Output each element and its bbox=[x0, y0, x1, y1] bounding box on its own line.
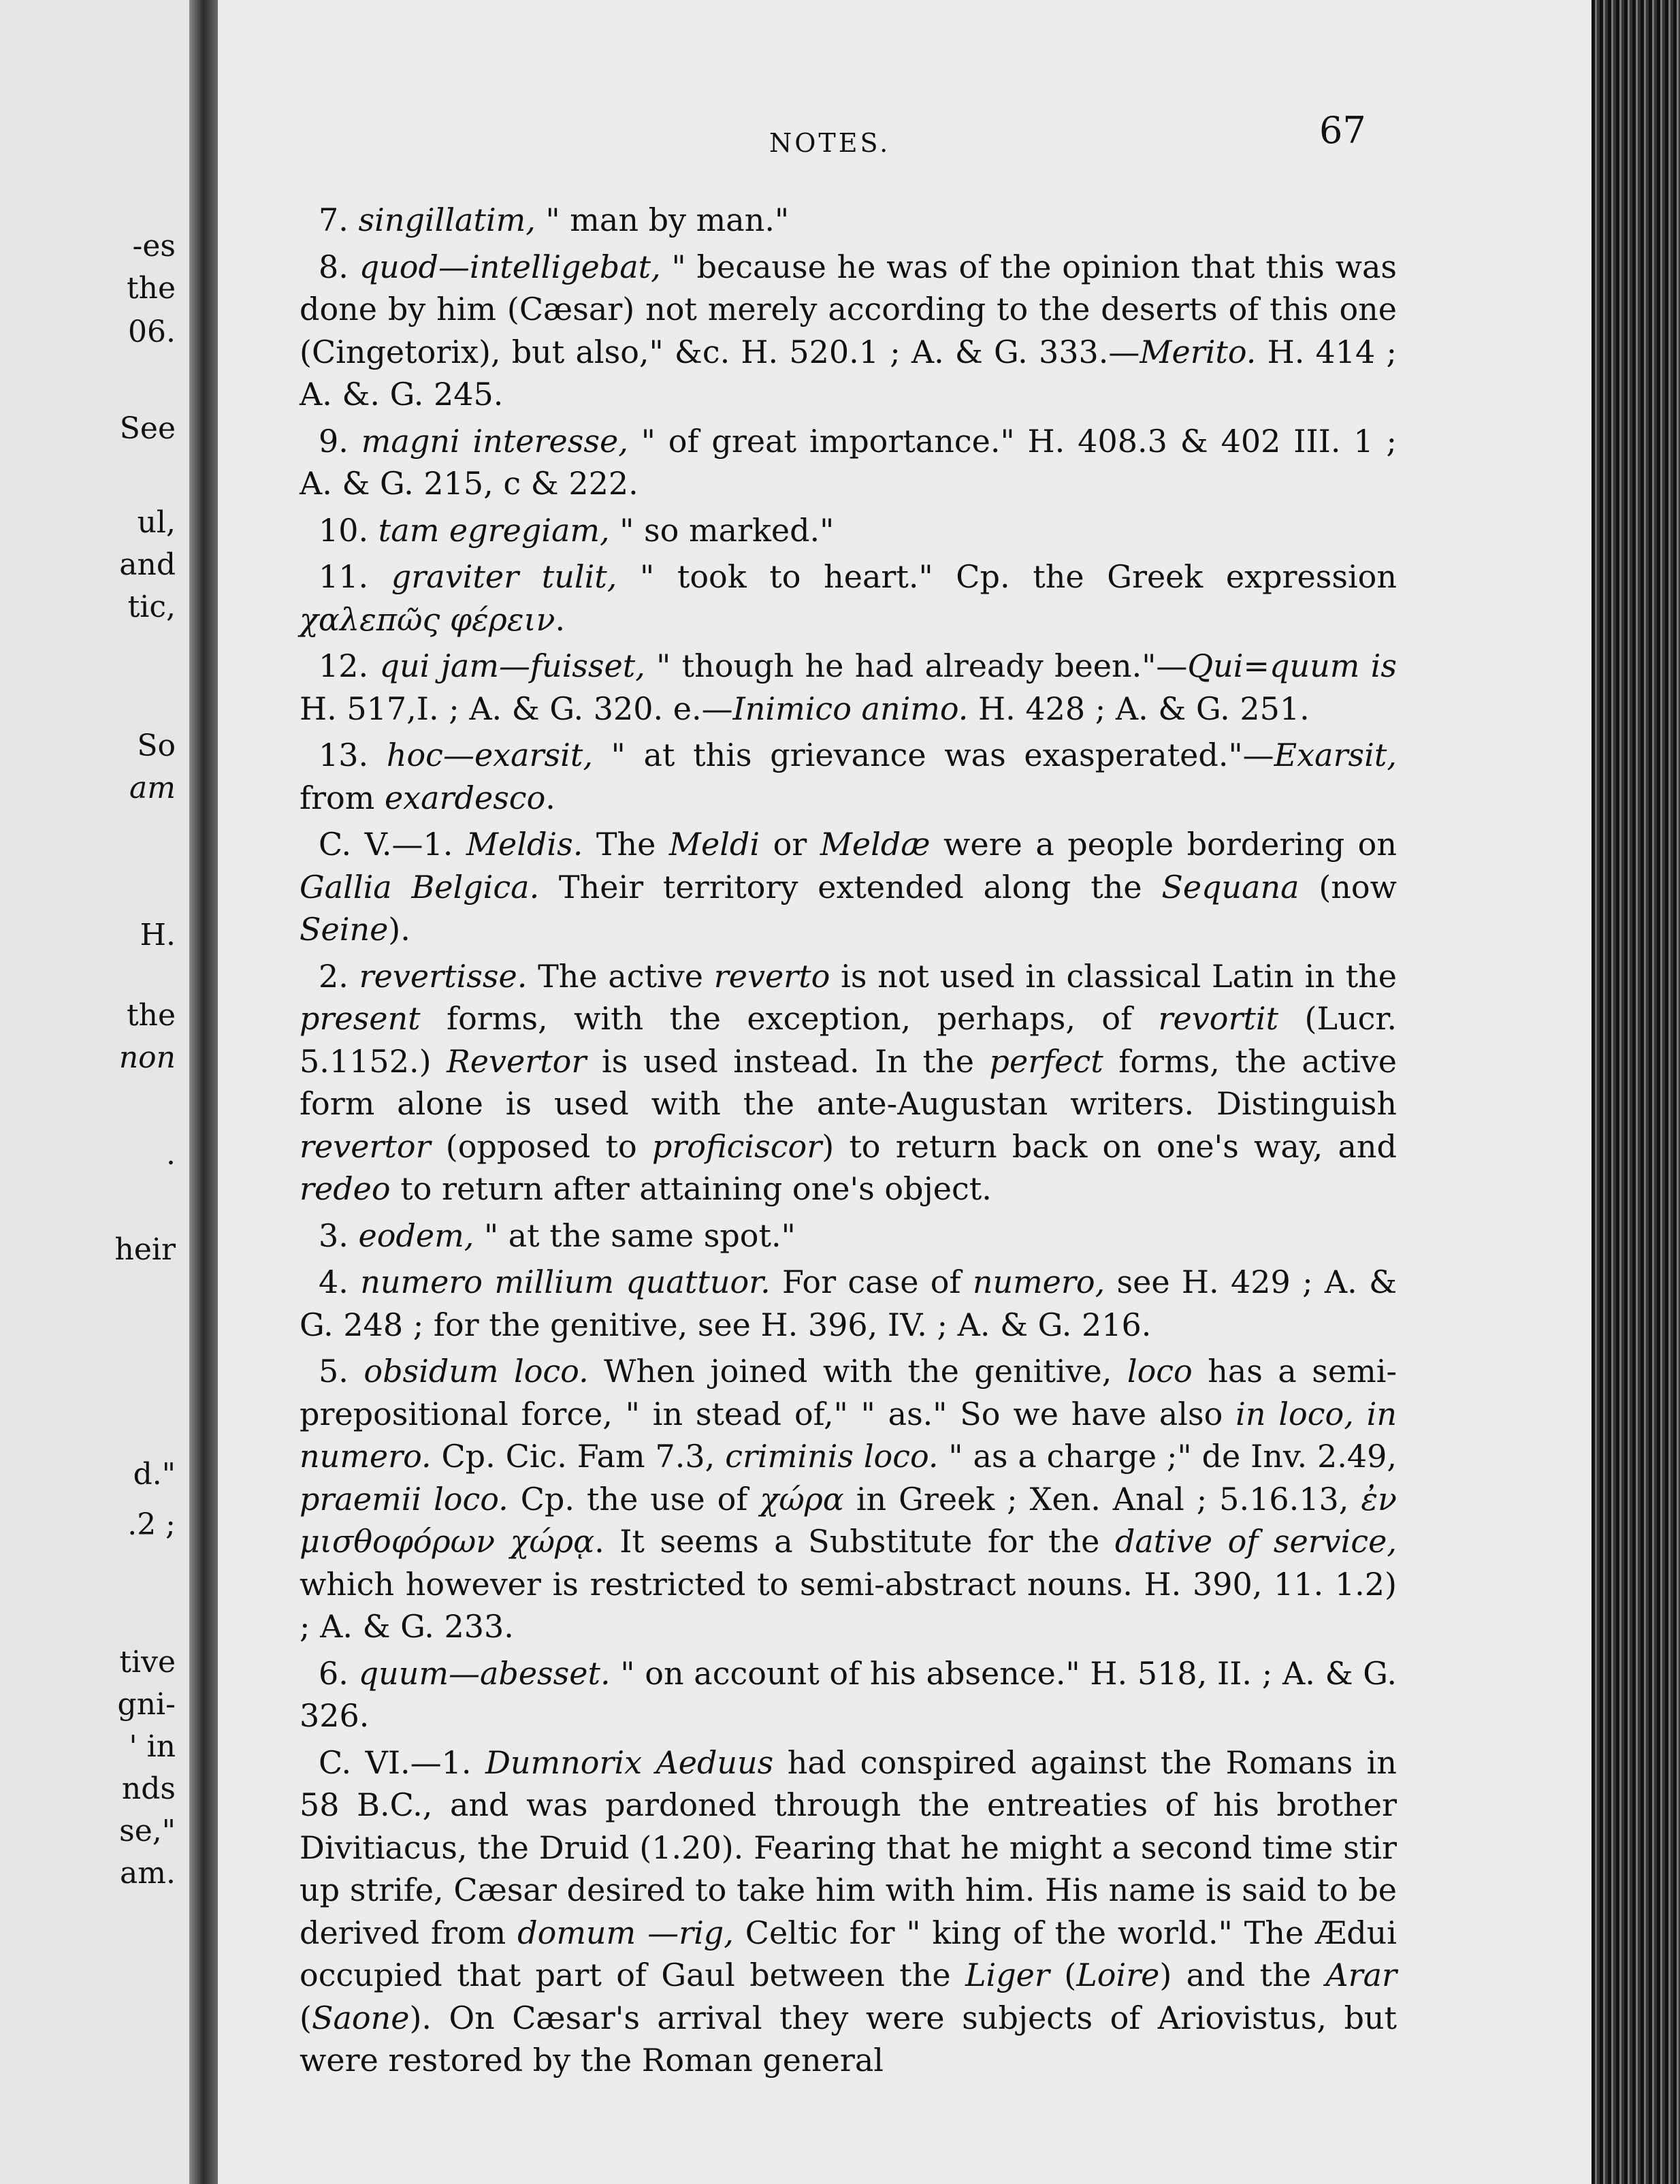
note-text: ). On Cæsar's arrival they were subjects of Ariovistus, but were restored by the Roman general bbox=[300, 1999, 1397, 2078]
note-term: qui jam—fuisset, bbox=[379, 647, 645, 684]
note-term: magni interesse, bbox=[361, 422, 628, 460]
note-term: revertisse. bbox=[359, 957, 528, 995]
note-number: 4. bbox=[319, 1264, 349, 1300]
note-term: exardesco bbox=[384, 779, 546, 816]
note-text: from bbox=[300, 779, 385, 816]
note-number: 10. bbox=[319, 511, 369, 549]
note-item bbox=[300, 645, 1397, 730]
note-text: (Lucr. 5.1152.) bbox=[300, 1000, 1397, 1080]
left-fragment: se," bbox=[119, 1814, 176, 1848]
note-number: 8. bbox=[319, 248, 349, 285]
left-fragment: the bbox=[126, 271, 176, 306]
greek-term: χώρα bbox=[760, 1480, 844, 1517]
note-text: or bbox=[760, 826, 820, 863]
note-number: 6. bbox=[319, 1654, 349, 1692]
note-term: hoc—exarsit, bbox=[386, 737, 593, 773]
note-number: 7. bbox=[319, 202, 349, 238]
note-text: ) and the bbox=[1159, 1957, 1326, 1993]
note-text: " man by man." bbox=[535, 202, 790, 238]
greek-term: χαλεπῶς φέρειν bbox=[300, 600, 555, 638]
note-text: H. 428 ; A. & G. 251. bbox=[968, 690, 1310, 727]
note-term: criminis loco. bbox=[725, 1438, 939, 1475]
note-text: H. 517,I. ; A. & G. 320. e.— bbox=[300, 690, 733, 727]
page-edge bbox=[1592, 0, 1680, 2184]
note-term: quod—intelligebat, bbox=[359, 248, 661, 285]
note-term: singillatim, bbox=[358, 202, 536, 238]
note-number: 9. bbox=[319, 422, 349, 460]
book-gutter bbox=[189, 0, 218, 2184]
note-text: in Greek ; Xen. Anal ; 5.16.13, bbox=[843, 1480, 1361, 1517]
note-term: Meldi bbox=[668, 826, 760, 863]
left-fragment: H. bbox=[140, 918, 176, 952]
note-term: Sequana bbox=[1161, 868, 1299, 905]
left-fragment: am. bbox=[120, 1856, 176, 1891]
running-head: NOTES. bbox=[769, 128, 891, 158]
note-text: forms, the active form alone is used with the ante-Augustan writers. Distinguish bbox=[300, 1042, 1397, 1122]
left-fragment: d." bbox=[133, 1457, 176, 1492]
left-fragment: See bbox=[119, 411, 176, 446]
left-fragment: am bbox=[129, 771, 176, 805]
note-number: 11. bbox=[319, 558, 369, 595]
left-fragment: the bbox=[126, 998, 176, 1033]
notes-body bbox=[300, 199, 1397, 2082]
note-term: tam egregiam, bbox=[378, 511, 610, 549]
note-term: present bbox=[300, 1000, 421, 1037]
left-fragment: ' in bbox=[129, 1729, 176, 1764]
note-text: which however is restricted to semi-abstract nouns. H. 390, 11. 1.2) ; A. & G. 233. bbox=[300, 1565, 1397, 1645]
note-item bbox=[300, 556, 1397, 641]
left-fragment: . bbox=[166, 1137, 176, 1172]
note-term: Seine bbox=[300, 911, 389, 948]
note-text: " as a charge ;" de Inv. 2.49, bbox=[938, 1438, 1397, 1475]
note-term: numero, bbox=[972, 1264, 1105, 1300]
note-text: For case of bbox=[770, 1264, 973, 1300]
left-fragment: tive bbox=[119, 1645, 176, 1680]
note-text: " at the same spot." bbox=[474, 1217, 796, 1254]
note-term: redeo bbox=[300, 1170, 391, 1207]
note-number: 2. bbox=[319, 957, 349, 995]
note-text: . bbox=[555, 600, 566, 638]
note-text: had conspired against the Romans in 58 B.C., and was pardoned through the entreaties of his brother Divitiacus, the Druid (1.20). Fearing that he might a second time stir up strife, Cæsar desired to take him with him. His name is said to be derived from bbox=[300, 1744, 1397, 1951]
note-text: ). bbox=[388, 911, 410, 948]
note-term: in loco, in numero. bbox=[300, 1395, 1397, 1475]
note-term: Liger bbox=[965, 1957, 1050, 1993]
note-text: (now bbox=[1299, 868, 1397, 905]
note-item bbox=[300, 420, 1397, 505]
note-text: . It seems a Substitute for the bbox=[594, 1523, 1115, 1560]
note-term: praemii loco. bbox=[300, 1480, 508, 1517]
note-term: Arar bbox=[1325, 1957, 1397, 1993]
note-number: 12. bbox=[319, 647, 369, 684]
note-item bbox=[300, 823, 1397, 951]
left-fragment: heir bbox=[114, 1232, 176, 1267]
note-number: 5. bbox=[319, 1353, 349, 1390]
note-term: Gallia Belgica. bbox=[300, 868, 540, 905]
note-term: quum—abesset. bbox=[358, 1654, 611, 1692]
note-item bbox=[300, 734, 1397, 819]
note-term: proficiscor bbox=[651, 1127, 822, 1165]
note-text: . bbox=[545, 779, 555, 816]
note-term: revertor bbox=[300, 1127, 431, 1165]
note-text: see H. 429 ; A. & G. 248 ; for the genitive, see H. 396, IV. ; A. & G. 216. bbox=[300, 1264, 1398, 1343]
note-term: perfect bbox=[989, 1042, 1103, 1080]
note-text: " took to heart." Cp. the Greek expression bbox=[617, 558, 1398, 595]
note-text: is used instead. In the bbox=[586, 1042, 990, 1080]
note-term: Exarsit, bbox=[1274, 737, 1397, 773]
note-item bbox=[300, 199, 1397, 242]
note-term: reverto bbox=[713, 957, 830, 995]
greek-term: ἐν μισθοφόρων χώρᾳ bbox=[300, 1480, 1397, 1560]
note-term: Inimico animo. bbox=[732, 690, 969, 727]
left-fragment: .2 ; bbox=[127, 1507, 176, 1542]
note-text: " though he had already been."— bbox=[645, 647, 1188, 684]
note-text: " so marked." bbox=[609, 511, 835, 549]
note-text: The bbox=[583, 826, 669, 863]
note-term: revortit bbox=[1158, 1000, 1279, 1037]
page-number: 67 bbox=[1319, 109, 1366, 152]
note-number: 13. bbox=[319, 737, 369, 773]
note-term: Revertor bbox=[447, 1042, 587, 1080]
note-text: ( bbox=[1049, 1957, 1077, 1993]
left-fragment: 06. bbox=[128, 315, 176, 349]
note-text: to return after attaining one's object. bbox=[390, 1170, 992, 1207]
note-item bbox=[300, 1350, 1397, 1648]
note-text: When joined with the genitive, bbox=[588, 1353, 1127, 1390]
note-term: graviter tulit, bbox=[391, 558, 617, 595]
note-item bbox=[300, 509, 1397, 552]
left-fragment: gni- bbox=[117, 1687, 176, 1722]
note-text: " at this grievance was exasperated."— bbox=[592, 737, 1274, 773]
note-text: (opposed to bbox=[430, 1127, 652, 1165]
note-term: obsidum loco. bbox=[364, 1353, 589, 1390]
note-text: Cp. the use of bbox=[508, 1480, 760, 1517]
chapter-note-number: C. VI.—1. bbox=[319, 1744, 472, 1781]
left-fragment: nds bbox=[121, 1771, 176, 1806]
note-item bbox=[300, 1261, 1397, 1346]
note-term: Dumnorix Aeduus bbox=[485, 1744, 774, 1781]
note-term: Meldis. bbox=[466, 826, 583, 863]
note-term: numero millium quattuor. bbox=[360, 1264, 771, 1300]
left-fragment: ul, bbox=[137, 505, 176, 540]
note-item bbox=[300, 955, 1397, 1210]
note-item bbox=[300, 1652, 1397, 1737]
left-fragment: non bbox=[118, 1040, 176, 1075]
note-text: " on account of his absence." H. 518, II. ; A. & G. 326. bbox=[300, 1654, 1398, 1734]
note-term: Loire bbox=[1076, 1957, 1160, 1993]
note-text: Their territory extended along the bbox=[539, 868, 1162, 905]
chapter-note-number: C. V.—1. bbox=[319, 826, 453, 863]
note-term: Saone bbox=[311, 1999, 410, 2036]
left-fragment: tic, bbox=[127, 590, 176, 624]
left-page bbox=[0, 0, 189, 2184]
note-text: is not used in classical Latin in the bbox=[830, 957, 1397, 995]
note-text: ) to return back on one's way, and bbox=[822, 1127, 1397, 1165]
note-text: H. 414 ; A. &. G. 245. bbox=[300, 333, 1397, 413]
note-term: Merito. bbox=[1140, 333, 1257, 370]
note-text: Cp. Cic. Fam 7.3, bbox=[431, 1438, 726, 1475]
note-text: " because he was of the opinion that this was done by him (Cæsar) not merely according to the deserts of this one (Cingetorix), but also," &c. H. 520.1 ; A. & G. 333.— bbox=[300, 248, 1397, 370]
note-text: were a people bordering on bbox=[930, 826, 1397, 863]
left-fragment: -es bbox=[132, 229, 176, 263]
note-item bbox=[300, 1741, 1397, 2082]
note-term: dative of service, bbox=[1114, 1523, 1397, 1560]
note-text: has a semi-prepositional force, " in stead of," " as." So we have also bbox=[300, 1353, 1397, 1432]
note-item bbox=[300, 1215, 1397, 1257]
note-term: Meldæ bbox=[820, 826, 931, 863]
note-text: Celtic for " king of the world." The Ædui occupied that part of Gaul between the bbox=[300, 1914, 1398, 1993]
note-text: " of great importance." H. 408.3 & 402 III. 1 ; A. & G. 215, c & 222. bbox=[300, 422, 1398, 502]
left-fragment: and bbox=[119, 547, 176, 582]
left-fragment: So bbox=[137, 728, 176, 763]
note-term: domum —rig, bbox=[517, 1914, 734, 1951]
note-text: forms, with the exception, perhaps, of bbox=[420, 1000, 1159, 1037]
note-number: 3. bbox=[319, 1217, 349, 1254]
note-text: The active bbox=[527, 957, 714, 995]
note-text: ( bbox=[300, 1999, 312, 2036]
note-term: loco bbox=[1127, 1353, 1193, 1390]
note-item bbox=[300, 246, 1397, 416]
note-term: Qui=quum is bbox=[1187, 647, 1397, 684]
note-term: eodem, bbox=[358, 1217, 474, 1254]
